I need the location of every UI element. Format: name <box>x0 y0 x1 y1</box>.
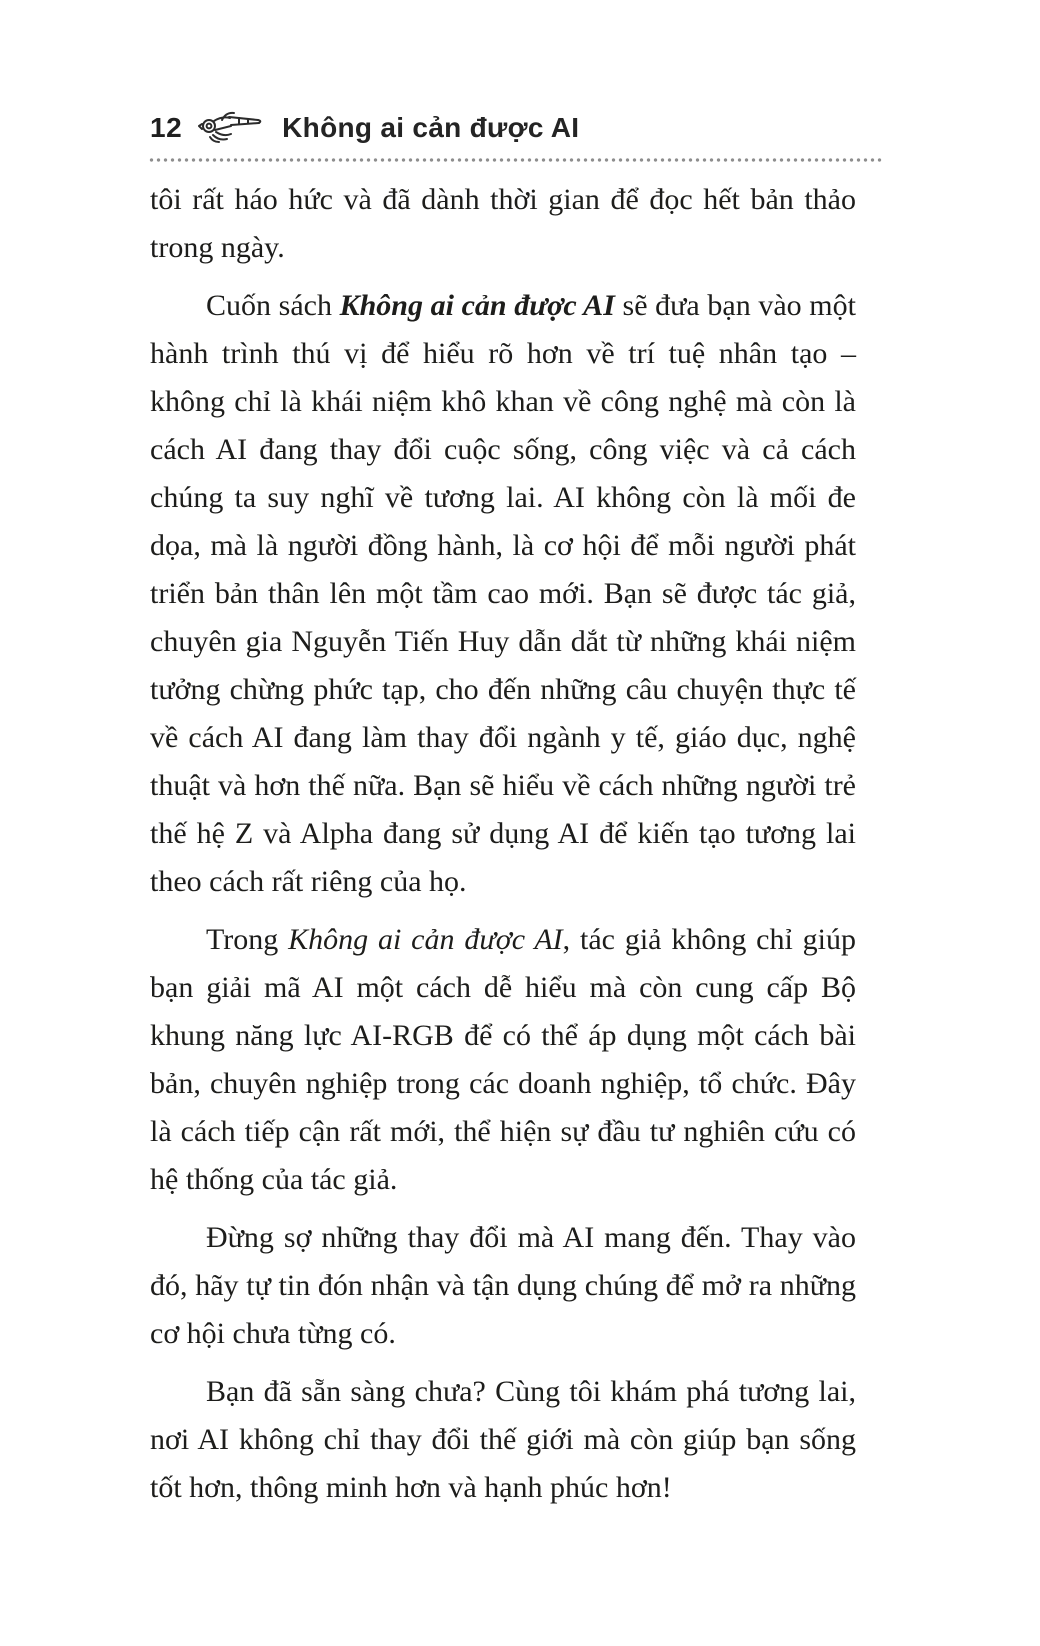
text-run: sẽ đưa bạn vào một hành trình thú vị để hiểu rõ hơn về trí tuệ nhân tạo – không chỉ là khái niệm khô khan về công nghệ mà còn là cách AI đang thay đổi cuộc sống, công việc và cả cách chúng ta suy nghĩ về tương lai. AI không còn là mối đe dọa, mà là người đồng hành, là cơ hội để mỗi người phát triển bản thân lên một tầm cao mới. Bạn sẽ được tác giả, chuyên gia Nguyễn Tiến Huy dẫn dắt từ những khái niệm tưởng chừng phức tạp, cho đến những câu chuyện thực tế về cách AI đang làm thay đổi ngành y tế, giáo dục, nghệ thuật và hơn thế nữa. Bạn sẽ hiểu về cách những người trẻ thế hệ Z và Alpha đang sử dụng AI để kiến tạo tương lai theo cách rất riêng của họ. <box>150 289 856 898</box>
body-text <box>150 176 856 1522</box>
book-title-run: Không ai cản được AI <box>339 289 615 322</box>
paragraph <box>150 1368 856 1512</box>
dotted-divider <box>148 157 884 163</box>
paragraph <box>150 1214 856 1358</box>
text-run: Cuốn sách <box>206 289 340 322</box>
text-run: tôi rất háo hức và đã dành thời gian để đọc hết bản thảo trong ngày. <box>150 183 856 264</box>
text-run: , tác giả không chỉ giúp bạn giải mã AI một cách dễ hiểu mà còn cung cấp Bộ khung năng lực AI-RGB để có thể áp dụng một cách bài bản, chuyên nghiệp trong các doanh nghiệp, tổ chức. Đây là cách tiếp cận rất mới, thể hiện sự đầu tư nghiên cứu có hệ thống của tác giả. <box>150 923 857 1196</box>
paragraph <box>150 916 856 1204</box>
running-header <box>150 106 579 149</box>
mechanical-hand-ornament-icon <box>198 108 264 149</box>
text-run: Trong <box>206 923 289 956</box>
paragraph <box>150 282 856 906</box>
paragraph <box>150 176 856 272</box>
text-run: Bạn đã sẵn sàng chưa? Cùng tôi khám phá tương lai, nơi AI không chỉ thay đổi thế giới mà còn giúp bạn sống tốt hơn, thông minh hơn và hạnh phúc hơn! <box>150 1375 856 1504</box>
book-title-run: Không ai cản được AI <box>288 923 563 956</box>
page-number: 12 <box>150 111 183 143</box>
running-title: Không ai cản được AI <box>282 111 580 143</box>
text-run: Đừng sợ những thay đổi mà AI mang đến. Thay vào đó, hãy tự tin đón nhận và tận dụng chúng để mở ra những cơ hội chưa từng có. <box>150 1221 856 1350</box>
